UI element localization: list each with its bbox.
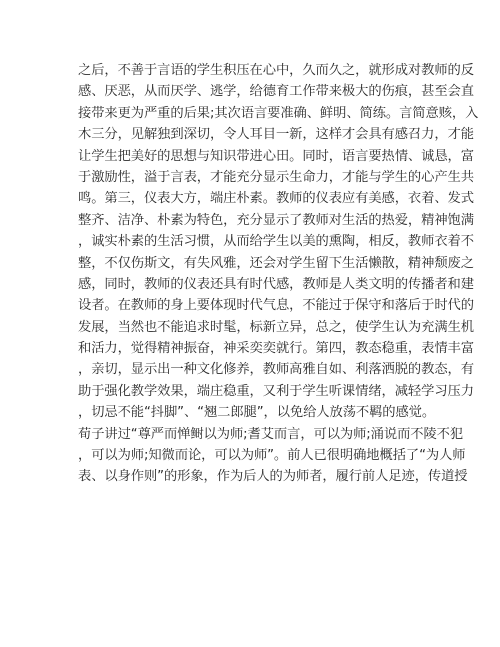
text-line: 感、厌恶，从而厌学、逃学，给德育工作带来极大的伤痕，甚至会直: [78, 84, 474, 100]
text-line: 设者。在教师的身上要体现时代气息，不能过于保守和落后于时代的: [78, 298, 474, 314]
text-line: 接带来更为严重的后果;其次语言要准确、鲜明、简练。言简意赅，入: [78, 105, 479, 121]
body-text: [78, 60, 479, 488]
text-line: 感，同时，教师的仪表还具有时代感，教师是人类文明的传播者和建: [78, 276, 474, 292]
text-line: ，诚实朴素的生活习惯，从而给学生以美的熏陶，相反，教师衣着不: [78, 234, 474, 250]
text-line: 木三分，见解独到深切，令人耳目一新，这样才会具有感召力，才能: [78, 127, 474, 143]
text-line: 整齐、洁净、朴素为特色，充分显示了教师对生活的热爱，精神饱满: [78, 212, 474, 228]
text-line: 表、以身作则”的形象，作为后人的为师者，履行前人足迹，传道授: [78, 469, 468, 485]
text-line: 之后，不善于言语的学生积压在心中，久而久之，就形成对教师的反: [78, 63, 474, 78]
text-line: 于激励性，溢于言表，才能充分显示生命力，才能与学生的心产生共: [78, 169, 474, 185]
text-line: 和活力，觉得精神振奋，神采奕奕就行。第四，教态稳重，表情丰富: [78, 341, 474, 357]
text-line: 整，不仅伤斯文，有失风雅，还会对学生留下生活懒散，精神颓废之: [78, 255, 474, 271]
text-line: 发展，当然也不能追求时髦，标新立异，总之，使学生认为充满生机: [78, 319, 474, 335]
text-line: 鸣。第三，仪表大方，端庄朴素。教师的仪表应有美感，衣着、发式: [78, 191, 474, 207]
text-line: 让学生把美好的思想与知识带进心田。同时，语言要热情、诚恳，富: [78, 148, 474, 164]
text-line: ，亲切，显示出一种文化修养，教师高雅自如、利落洒脱的教态，有: [78, 362, 474, 378]
text-line: ，可以为师;知微而论，可以为师”。前人已很明确地概括了“为人师: [78, 448, 466, 464]
text-line: 荀子讲过“尊严而惮鲥以为师;耆艾而言，可以为师;涌说而不陵不犯: [78, 426, 464, 442]
text-line: 助于强化教学效果，端庄稳重，又利于学生听课情绪，减轻学习压力: [78, 383, 474, 399]
text-line: ，切忌不能“抖脚”、“翘二郎腿”，以免给人放荡不羁的感觉。: [78, 405, 436, 421]
